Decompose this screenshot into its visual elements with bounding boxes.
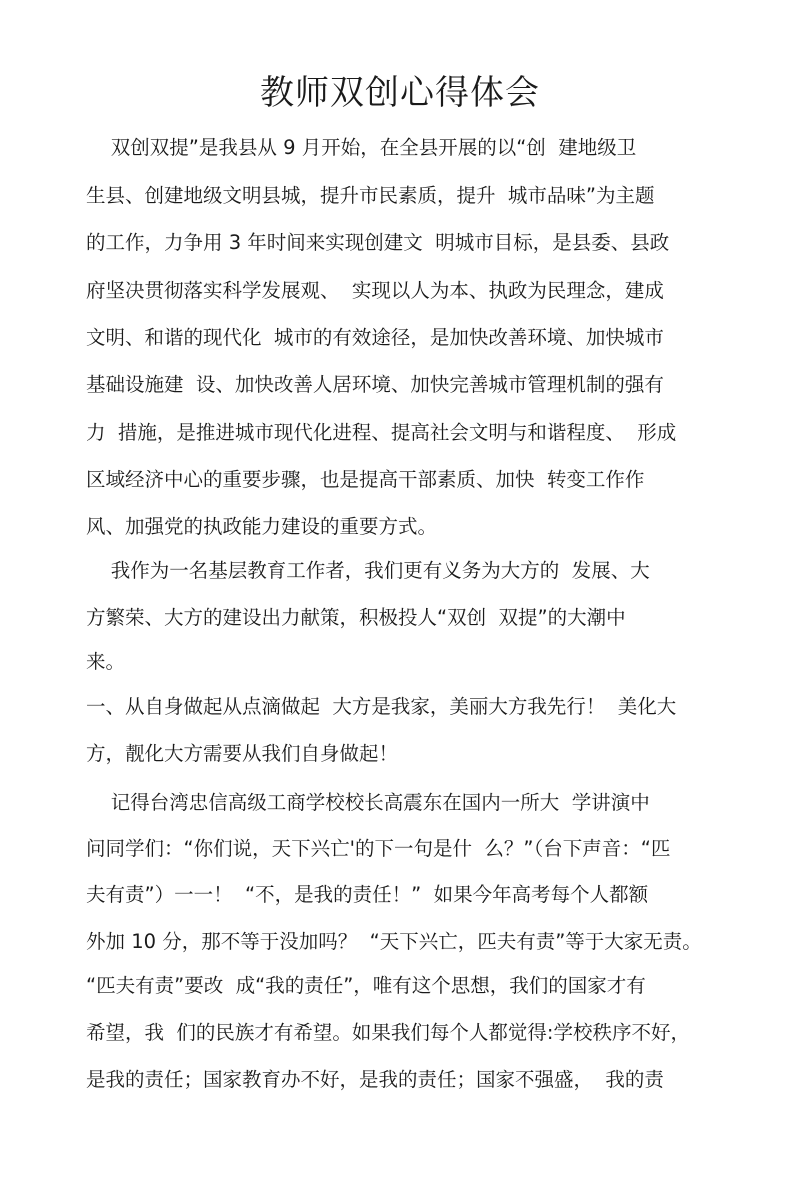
text-line: 生县、创建地级文明县城，提升市民素质，提升 城市品味”为主题 xyxy=(86,184,655,207)
text-line: 是我的责任；国家教育办不好，是我的责任；国家不强盛， 我的责 xyxy=(86,1068,664,1091)
text-line: 问同学们：“你们说，天下兴亡'的下一句是什 么？”（台下声音：“匹 xyxy=(86,837,671,860)
text-line: 我作为一名基层教育工作者，我们更有义务为大方的 发展、大 xyxy=(86,559,650,582)
text-line: 风、加强党的执政能力建设的重要方式。 xyxy=(86,515,438,538)
text-line: 的工作，力争用 3 年时间来实现创建文 明城市目标，是县委、县政 xyxy=(86,231,670,254)
text-line: 区域经济中心的重要步骤，也是提高干部素质、加快 转变工作作 xyxy=(86,468,645,491)
section-heading-line: 一、从自身做起从点滴做起 大方是我家，美丽大方我先行！ 美化大 xyxy=(86,695,677,718)
text-line: 基础设施建 设、加快改善人居环境、加快完善城市管理机制的强有 xyxy=(86,373,664,396)
text-line: 记得台湾忠信高级工商学校校长高震东在国内一所大 学讲演中 xyxy=(86,791,650,814)
text-line: 来。 xyxy=(86,650,126,673)
text-line: 希望，我 们的民族才有希望。如果我们每个人都觉得:学校秩序不好， xyxy=(86,1021,690,1044)
text-line: 文明、和谐的现代化 城市的有效途径，是加快改善环境、加快城市 xyxy=(86,326,664,349)
text-line: 外加 10 分，那不等于没加吗？ “天下兴亡，匹夫有责”等于大家无责。 xyxy=(86,930,702,953)
text-line: 府坚决贯彻落实科学发展观、 实现以人为本、执政为民理念，建成 xyxy=(86,279,664,302)
text-line: 双创双提”是我县从 9 月开始，在全县开展的以“创 建地级卫 xyxy=(86,136,637,159)
text-line: 夫有责”）一一！ “不，是我的责任！” 如果今年高考每个人都额 xyxy=(86,883,649,906)
text-line: 方繁荣、大方的建设出力献策，积极投人“双创 双提”的大潮中 xyxy=(86,606,626,629)
text-line: 方，靓化大方需要从我们自身做起！ xyxy=(86,742,399,765)
document-title: 教师双创心得体会 xyxy=(260,73,540,113)
text-line: “匹夫有责”要改 成“我的责任”，唯有这个思想，我们的国家才有 xyxy=(86,974,646,997)
text-line: 力 措施，是推进城市现代化进程、提高社会文明与和谐程度、 形成 xyxy=(86,421,677,444)
